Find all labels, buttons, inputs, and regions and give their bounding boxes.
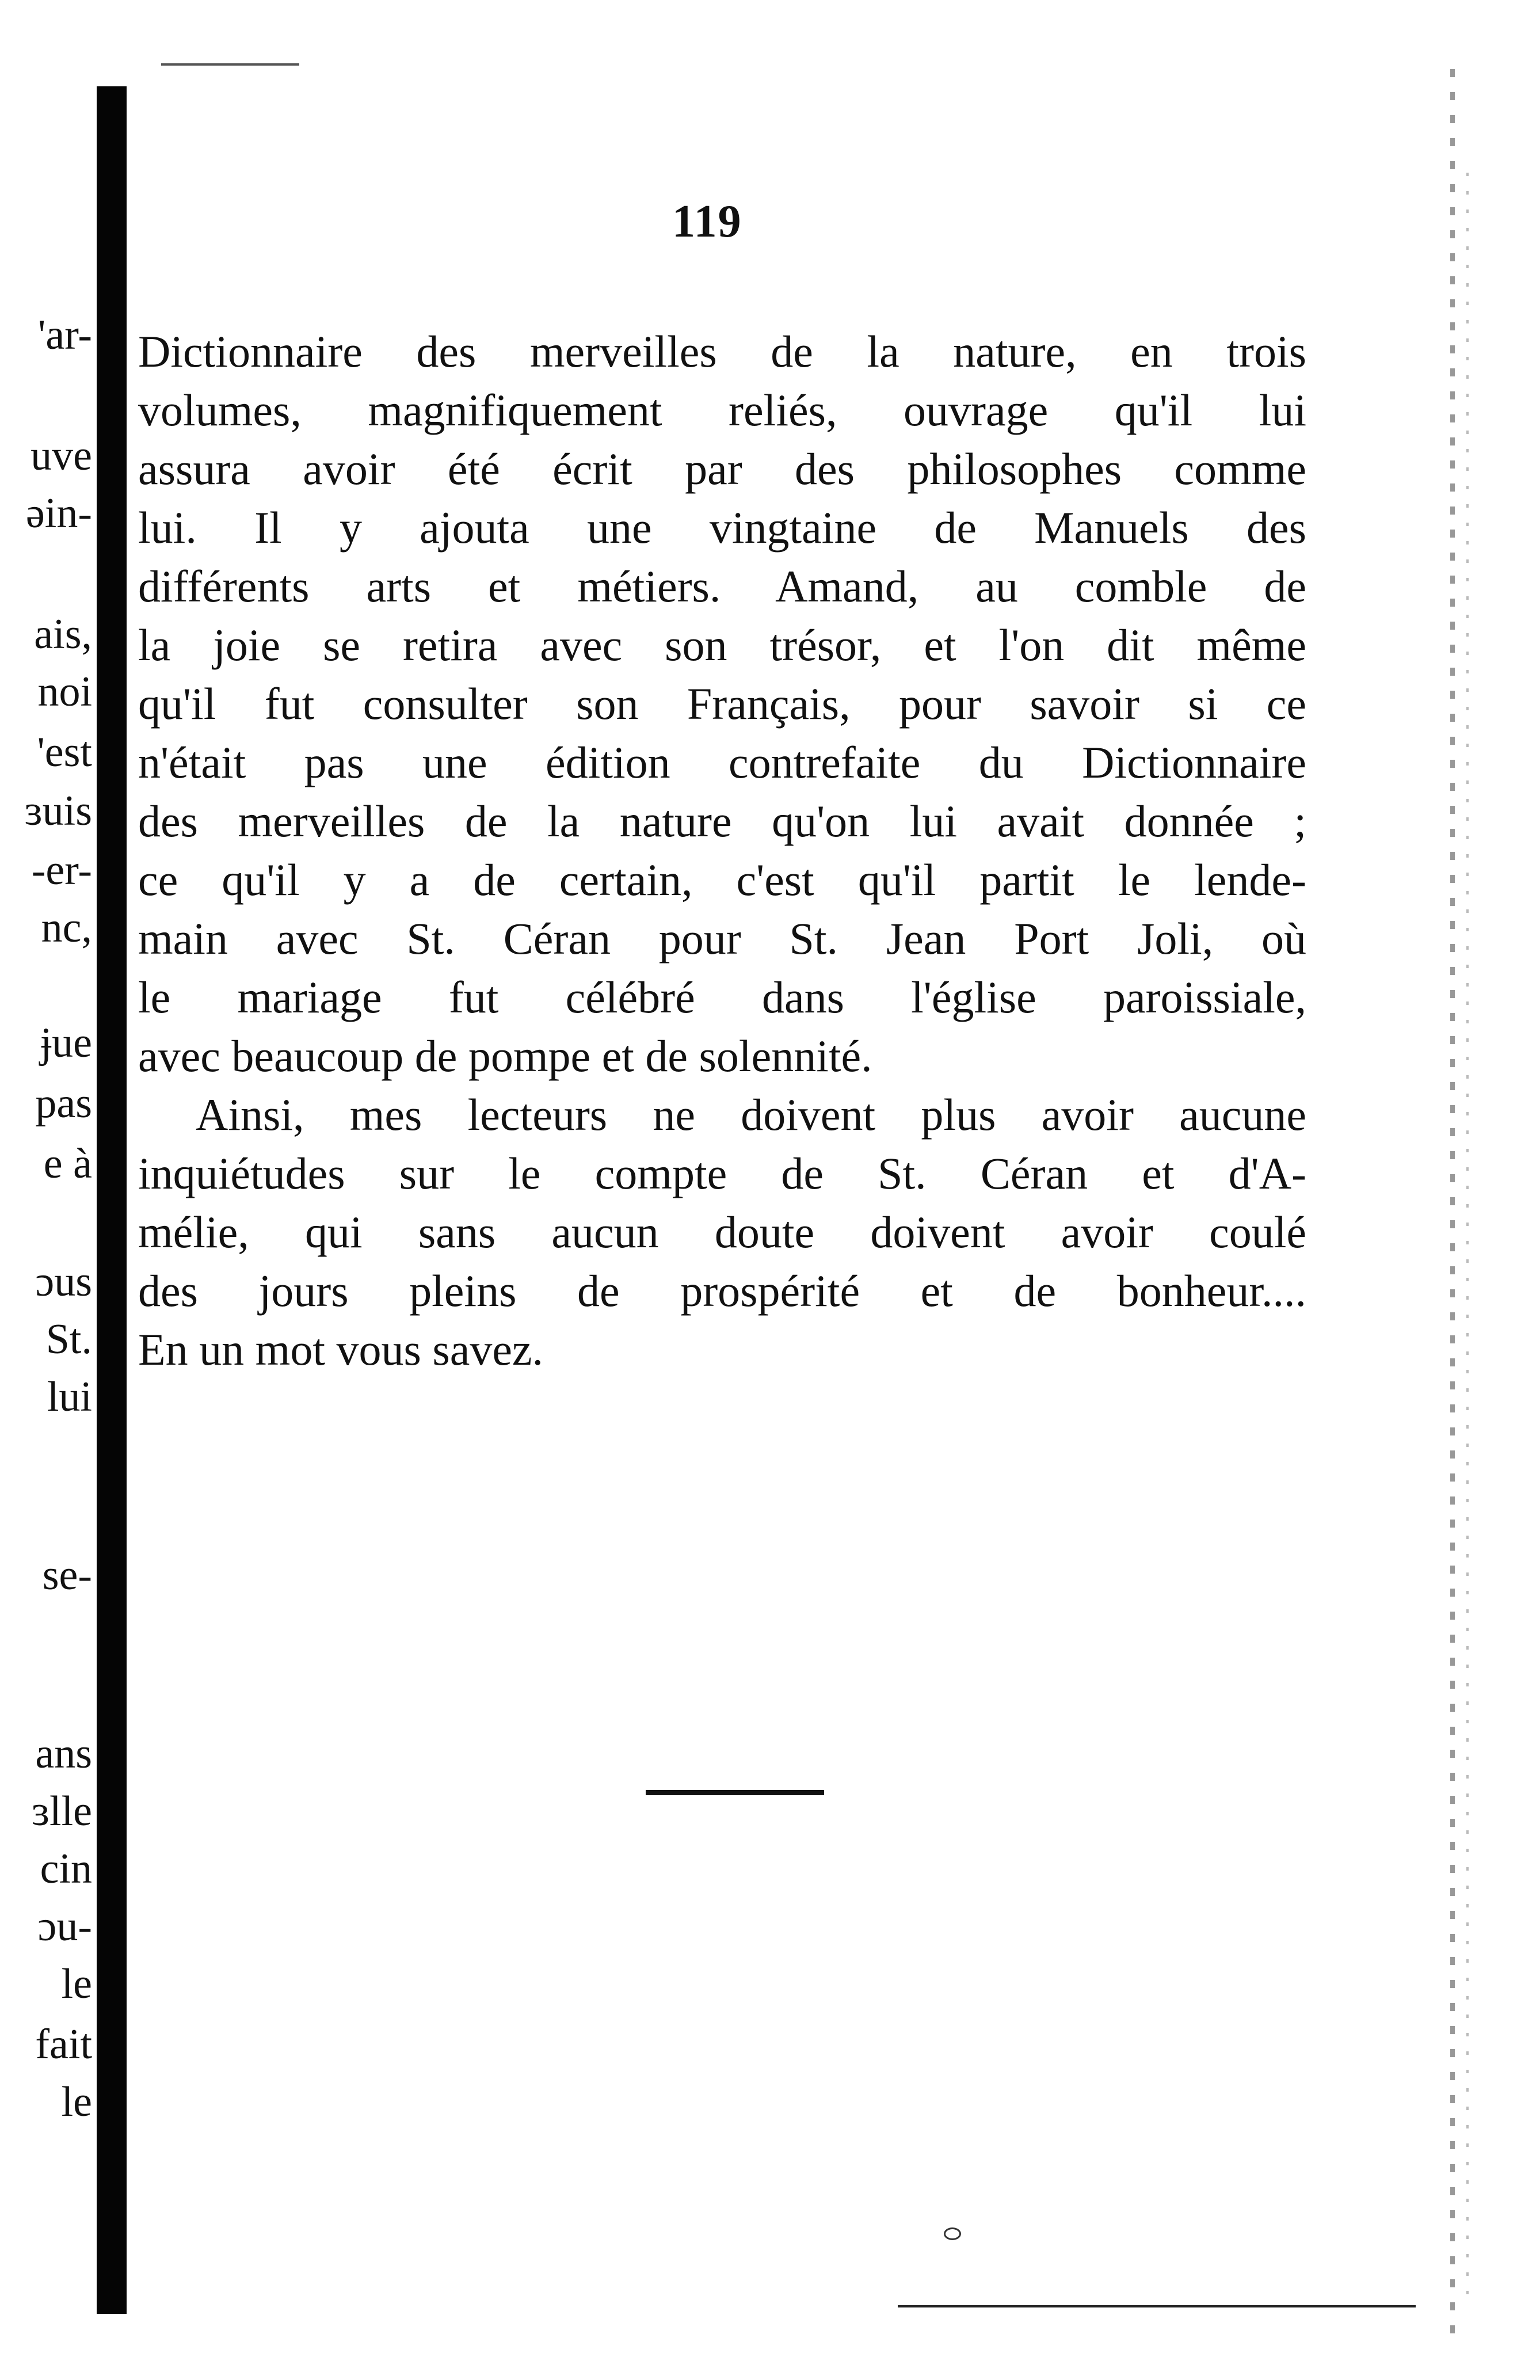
- top-edge-rule: [161, 63, 299, 66]
- text-line: En un mot vous savez.: [138, 1324, 544, 1374]
- left-fragment: ɔu-: [37, 1903, 92, 1950]
- text-line: le mariage fut célébré dans l'église paroissiale,: [138, 972, 1306, 1022]
- page-number: 119: [672, 196, 742, 247]
- left-fragment: St.: [45, 1316, 92, 1363]
- text-line: avec beaucoup de pompe et de solennité.: [138, 1031, 872, 1081]
- chapter-end-rule: [646, 1790, 824, 1795]
- left-fragment: ɔus: [35, 1258, 92, 1305]
- left-fragment: fait: [35, 2021, 92, 2068]
- left-fragment: le: [61, 1960, 92, 2008]
- page-body: [138, 322, 1306, 1379]
- left-fragment: ɜuis: [24, 787, 92, 835]
- left-fragment: cin: [40, 1845, 92, 1892]
- left-fragment: nc,: [41, 904, 92, 951]
- left-fragment: 'est: [37, 729, 92, 776]
- left-fragment: -er-: [31, 847, 92, 894]
- binding-gutter: [97, 86, 127, 2314]
- text-line: la joie se retira avec son trésor, et l'on dit même: [138, 620, 1306, 670]
- left-fragment: uve: [31, 432, 92, 479]
- left-fragment: lui: [47, 1373, 92, 1421]
- text-line: Ainsi, mes lecteurs ne doivent plus avoir aucune: [196, 1090, 1306, 1140]
- printer-mark: [944, 2227, 961, 2240]
- left-fragment: le: [61, 2078, 92, 2126]
- text-line: volumes, magnifiquement reliés, ouvrage qu'il lui: [138, 385, 1306, 435]
- left-fragment: 'ar-: [38, 311, 92, 359]
- text-line: différents arts et métiers. Amand, au comble de: [138, 561, 1306, 611]
- text-line: ce qu'il y a de certain, c'est qu'il partit le lende-: [138, 855, 1306, 905]
- text-line: des merveilles de la nature qu'on lui avait donnée ;: [138, 796, 1306, 846]
- bottom-edge-rule: [898, 2305, 1416, 2307]
- left-fragment: se-: [42, 1552, 92, 1599]
- left-fragment: pas: [35, 1080, 92, 1127]
- text-line: qu'il fut consulter son Français, pour savoir si ce: [138, 679, 1306, 729]
- right-page-edge-speckle: [1466, 173, 1469, 2302]
- left-fragment: e à: [43, 1140, 92, 1187]
- left-page-margin: [0, 0, 92, 2380]
- text-line: inquiétudes sur le compte de St. Céran et d'A-: [138, 1148, 1306, 1198]
- left-fragment: ais,: [34, 611, 92, 658]
- left-fragment: noi: [37, 668, 92, 715]
- left-fragment: ɉue: [40, 1019, 92, 1067]
- right-page-edge: [1450, 69, 1455, 2337]
- paragraph: [138, 322, 1306, 1086]
- text-line: des jours pleins de prospérité et de bonheur....: [138, 1266, 1306, 1316]
- text-line: assura avoir été écrit par des philosophes comme: [138, 444, 1306, 494]
- paragraph: [138, 1086, 1306, 1379]
- text-line: mélie, qui sans aucun doute doivent avoir coulé: [138, 1207, 1306, 1257]
- text-line: main avec St. Céran pour St. Jean Port Joli, où: [138, 913, 1306, 964]
- text-line: lui. Il y ajouta une vingtaine de Manuels des: [138, 502, 1306, 553]
- left-fragment: ans: [35, 1730, 92, 1777]
- text-line: Dictionnaire des merveilles de la nature, en trois: [138, 326, 1306, 376]
- left-fragment: ɜlle: [31, 1788, 92, 1835]
- left-fragment: əin-: [25, 490, 92, 537]
- text-line: n'était pas une édition contrefaite du Dictionnaire: [138, 737, 1306, 787]
